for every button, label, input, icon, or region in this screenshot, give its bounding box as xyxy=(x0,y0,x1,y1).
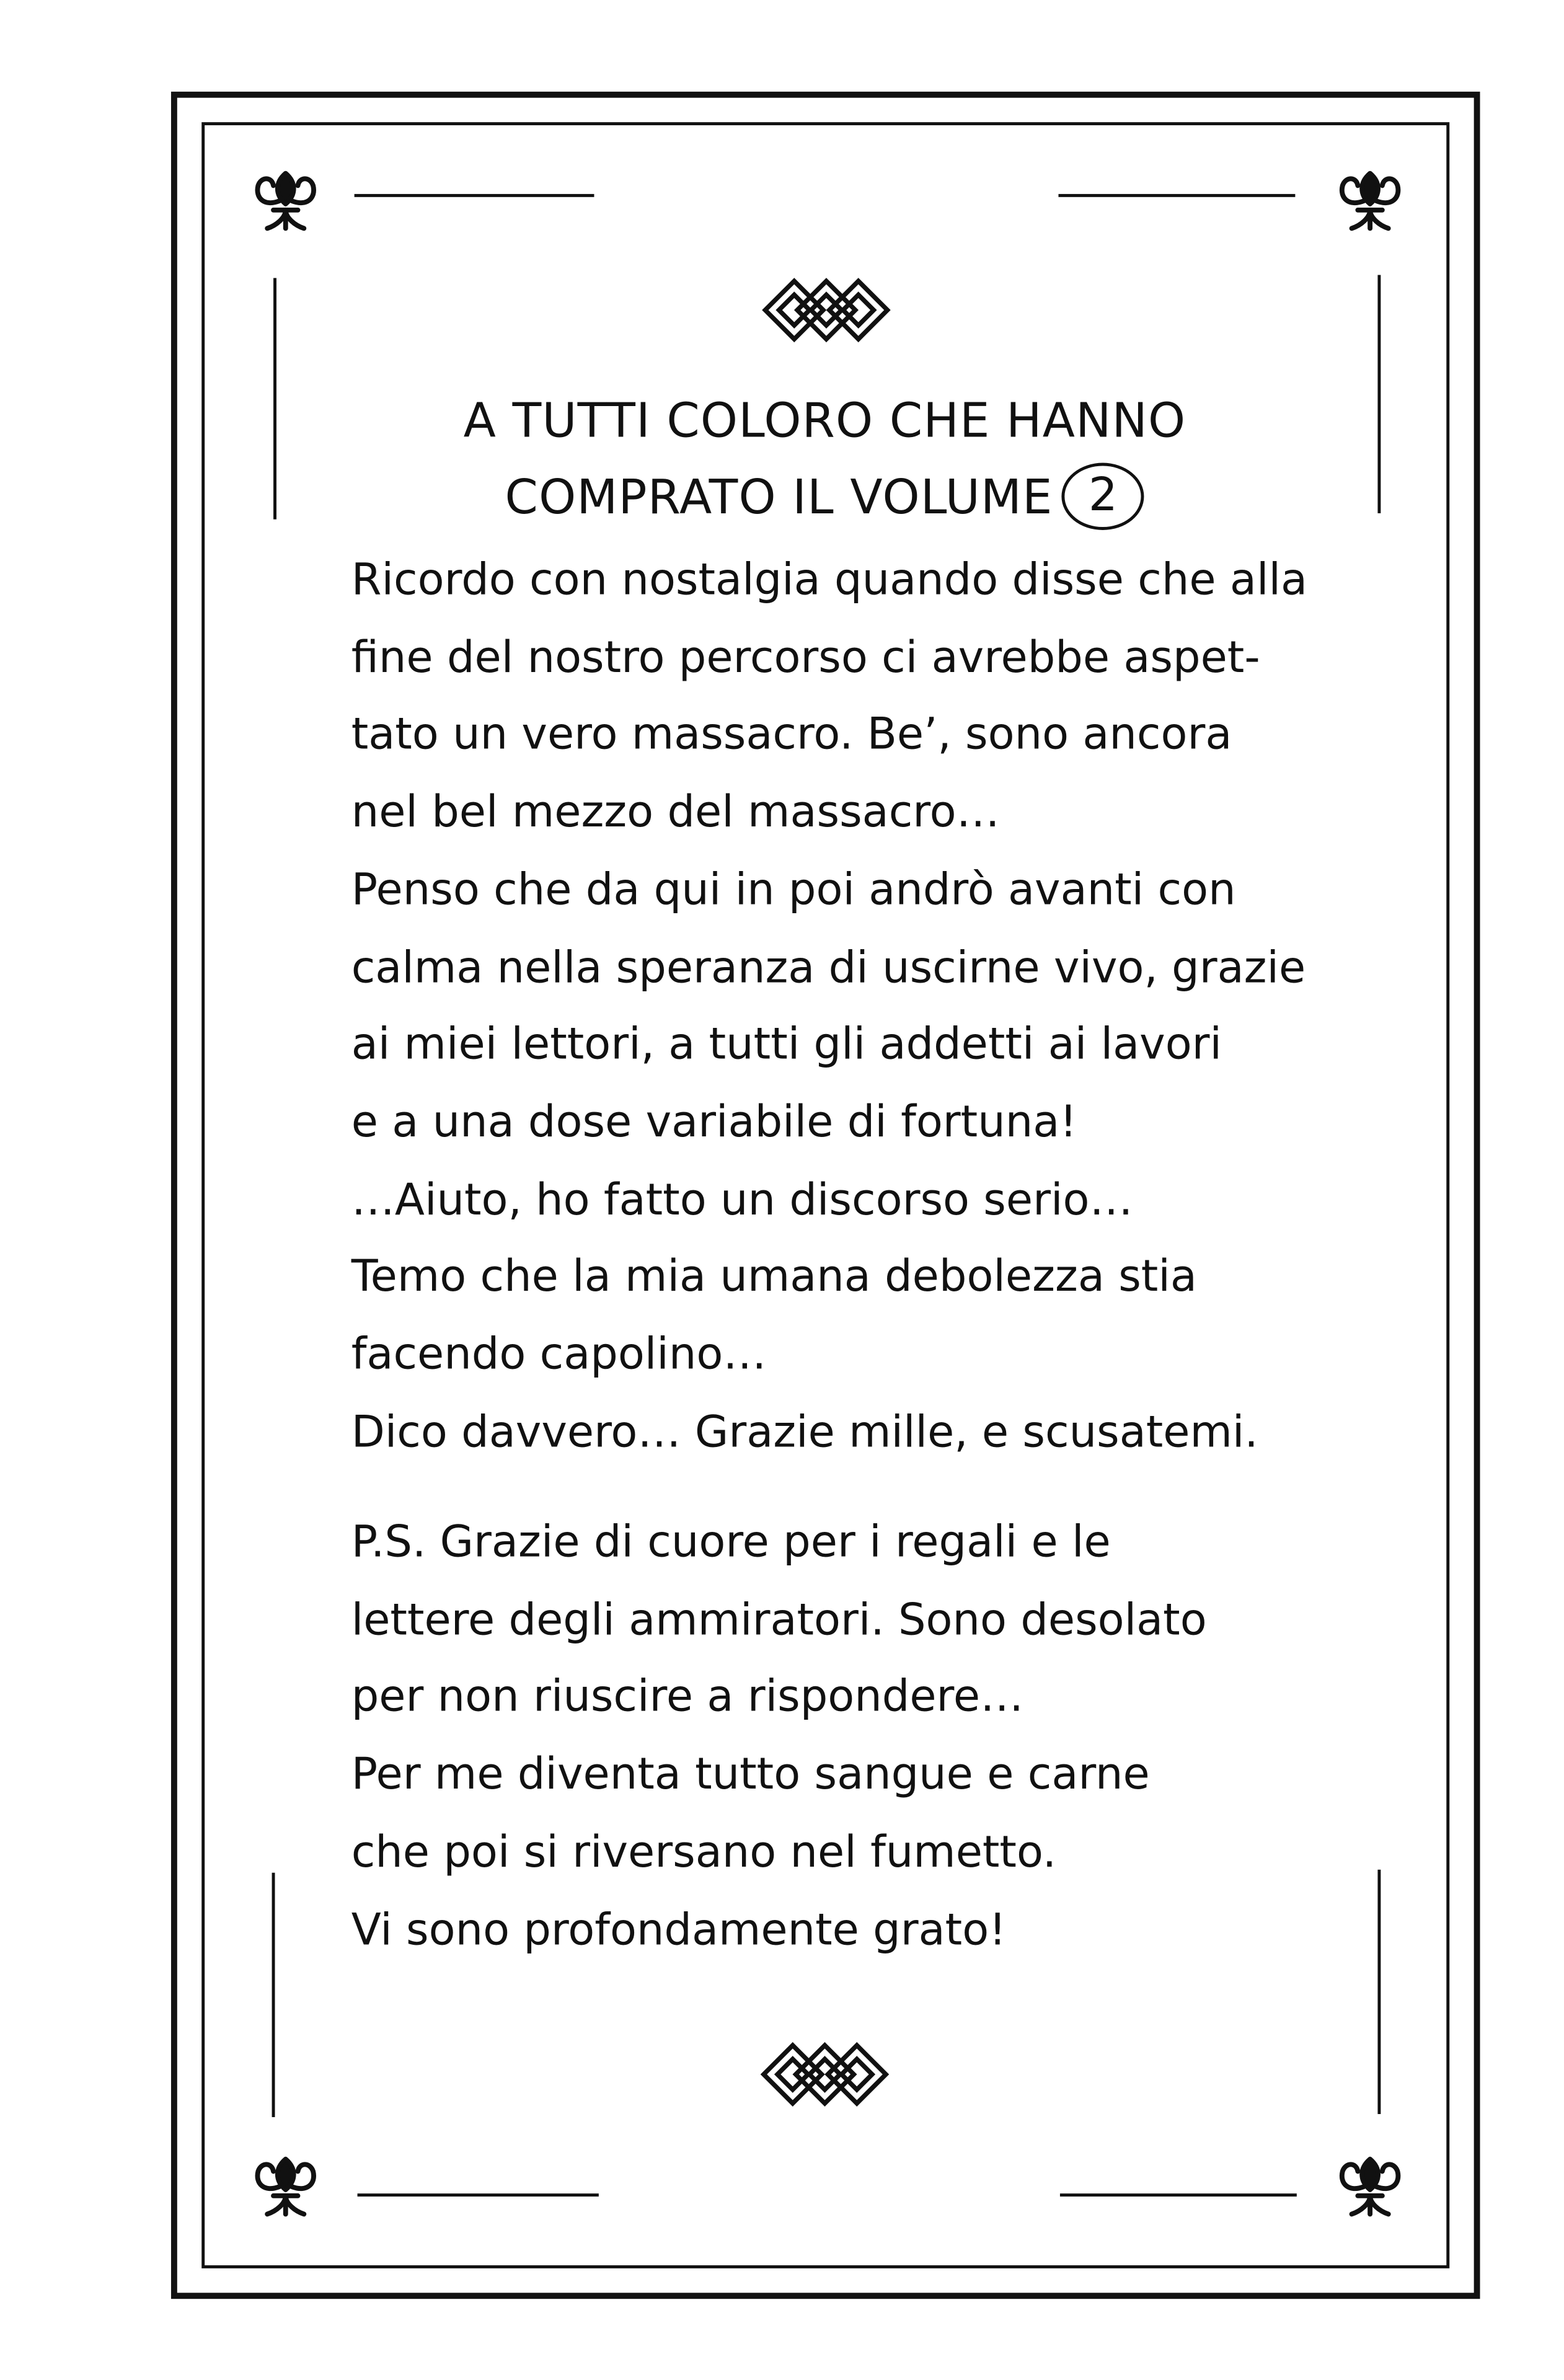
bottom-left-rule xyxy=(358,2193,599,2196)
title-line-1: A TUTTI COLORO CHE HANNO xyxy=(463,394,1186,449)
body-line: Dico davvero… Grazie mille, e scusatemi. xyxy=(351,1406,1258,1457)
right-upper-rule xyxy=(1377,275,1381,513)
body-line: …Aiuto, ho fatto un discorso serio… xyxy=(351,1174,1133,1225)
page-title xyxy=(351,383,1299,459)
body-line: ai miei lettori, a tutti gli addetti ai lavori xyxy=(351,1019,1222,1070)
fleur-de-lis-icon xyxy=(247,161,324,245)
left-lower-rule xyxy=(272,1873,275,2117)
right-lower-rule xyxy=(1377,1870,1381,2114)
page-title-line-2 xyxy=(351,460,1299,536)
body-line: tato un vero massacro. Be’, sono ancora xyxy=(351,709,1232,760)
body-line: Penso che da qui in poi andrò avanti con xyxy=(351,864,1236,915)
body-line: Ricordo con nostalgia quando disse che alla xyxy=(351,554,1308,605)
postscript-line: lettere degli ammiratori. Sono desolato xyxy=(351,1594,1207,1645)
body-line: nel bel mezzo del massacro… xyxy=(351,787,1000,838)
postscript xyxy=(351,1505,1329,1970)
postscript-line: Per me diventa tutto sangue e carne xyxy=(351,1749,1150,1800)
fleur-de-lis-icon xyxy=(1332,2146,1408,2231)
body-line: facendo capolino… xyxy=(351,1329,767,1379)
interlaced-diamonds-icon xyxy=(756,2039,894,2109)
postscript-line: che poi si riversano nel fumetto. xyxy=(351,1826,1057,1877)
top-right-rule xyxy=(1058,194,1295,197)
body-line: fine del nostro percorso ci avrebbe aspet- xyxy=(351,632,1260,683)
fleur-de-lis-icon xyxy=(1332,161,1408,245)
postscript-line: P.S. Grazie di cuore per i regali e le xyxy=(351,1516,1111,1567)
message-body xyxy=(351,542,1329,1472)
left-upper-rule xyxy=(273,278,276,519)
interlaced-diamonds-icon xyxy=(758,275,895,345)
top-left-rule xyxy=(355,194,594,197)
body-line: e a una dose variabile di fortuna! xyxy=(351,1096,1077,1148)
bottom-right-rule xyxy=(1060,2193,1297,2196)
body-line: Temo che la mia umana debolezza stia xyxy=(351,1251,1197,1303)
title-line-2: COMPRATO IL VOLUME xyxy=(505,470,1053,526)
postscript-line: Vi sono profondamente grato! xyxy=(351,1904,1007,1955)
volume-number-badge: 2 xyxy=(1062,462,1144,529)
body-line: calma nella speranza di uscirne vivo, grazie xyxy=(351,942,1306,993)
fleur-de-lis-icon xyxy=(247,2146,324,2231)
postscript-line: per non riuscire a rispondere… xyxy=(351,1671,1024,1722)
